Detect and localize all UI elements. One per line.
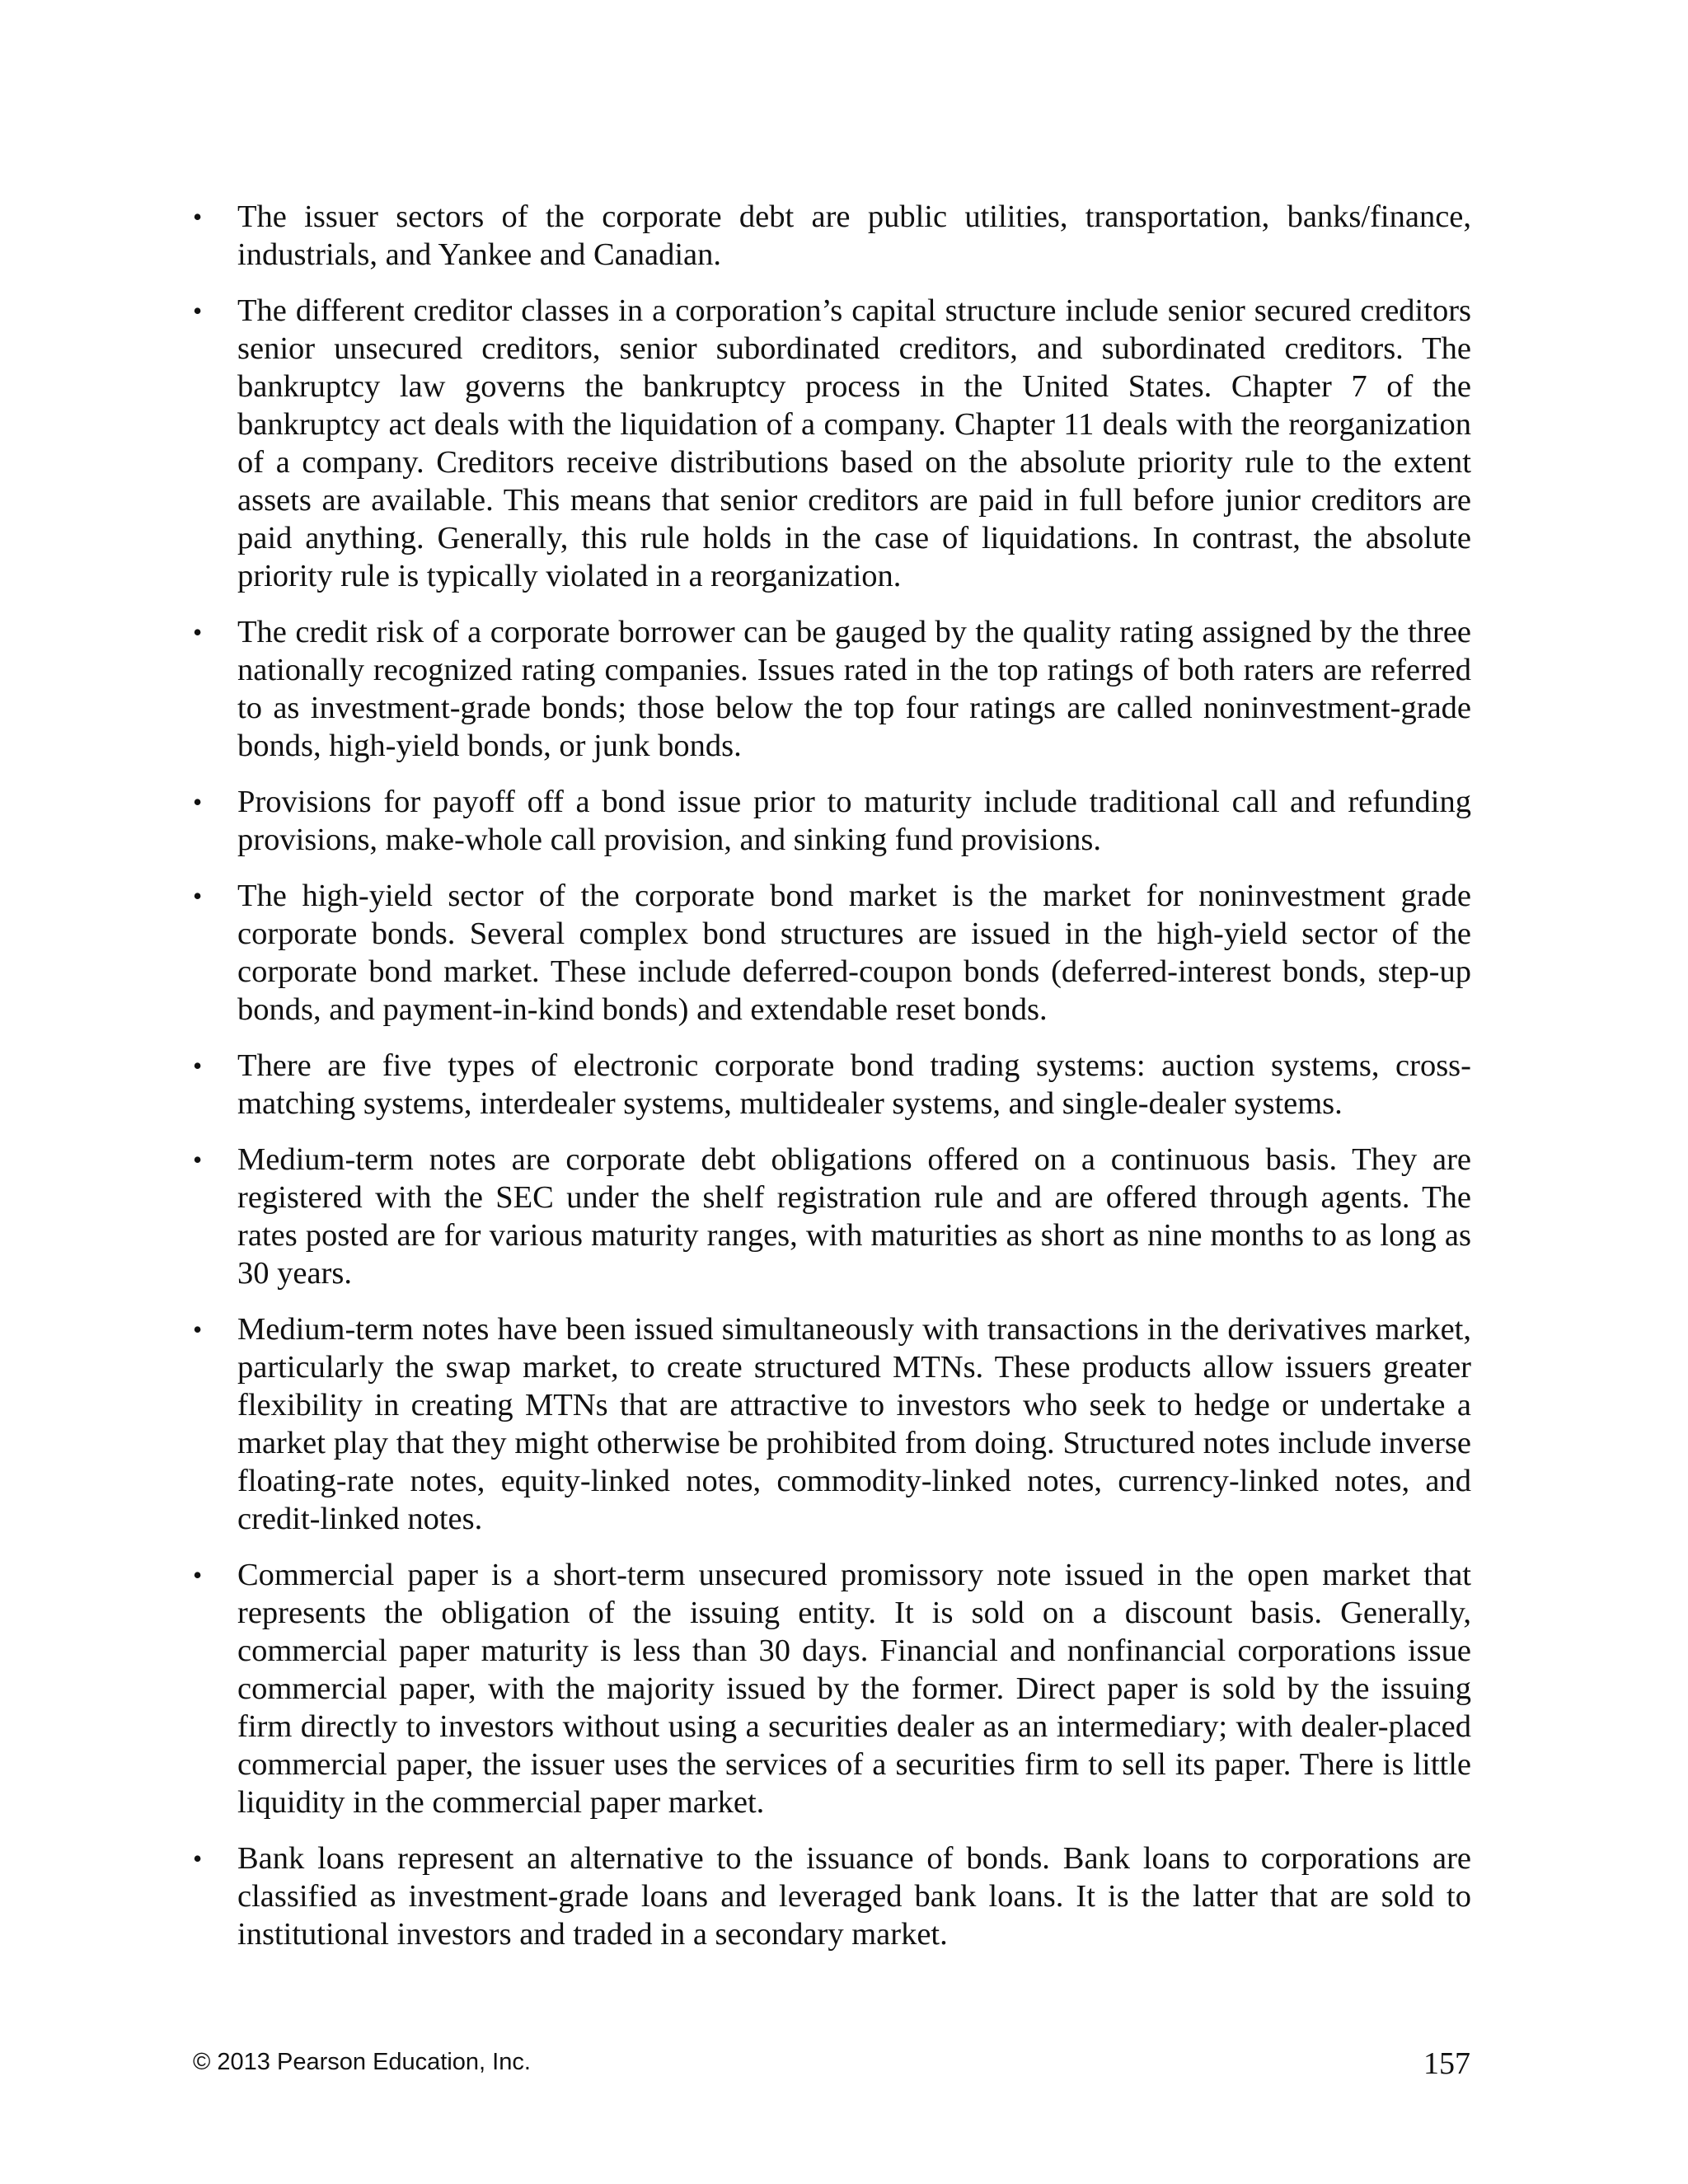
bullet-icon: • [193, 617, 203, 647]
bullet-item-structured-mtns [190, 1310, 1471, 1538]
page-content [190, 198, 1471, 1971]
bullet-text: There are five types of electronic corporate bond trading systems: auction systems, cross-matching systems, interdealer systems, multidealer systems, and single-dealer systems. [237, 1048, 1471, 1121]
bullet-icon: • [193, 202, 203, 232]
bullet-text: Provisions for payoff off a bond issue prior to maturity include traditional call and refunding provisions, make-whole call provision, and sinking fund provisions. [237, 785, 1471, 857]
bullet-item-creditor-classes [190, 292, 1471, 595]
bullet-item-bank-loans [190, 1840, 1471, 1953]
bullet-icon: • [193, 1560, 203, 1590]
bullet-icon: • [193, 296, 203, 326]
bullet-item-commercial-paper [190, 1556, 1471, 1821]
summary-bullet-list [190, 198, 1471, 1953]
bullet-icon: • [193, 881, 203, 911]
bullet-icon: • [193, 1844, 203, 1873]
bullet-item-issuer-sectors [190, 198, 1471, 274]
bullet-item-trading-systems [190, 1047, 1471, 1122]
bullet-text: Medium-term notes have been issued simultaneously with transactions in the derivatives market, particularly the swap market, to create structured MTNs. These products allow issuers greater flexibility in creating MTNs that are attractive to investors who seek to hedge or undertake a market play that they might otherwise be prohibited from doing. Structured notes include inverse floating-rate notes, equity-linked notes, commodity-linked notes, currency-linked notes, and credit-linked notes. [237, 1312, 1471, 1536]
bullet-icon: • [193, 1145, 203, 1174]
bullet-text: The high-yield sector of the corporate bond market is the market for noninvestment grade corporate bonds. Several complex bond structures are issued in the high-yield sector of the corporate bond market. These include deferred-coupon bonds (deferred-interest bonds, step-up bonds, and payment-in-kind bonds) and extendable reset bonds. [237, 879, 1471, 1027]
bullet-item-payoff-provisions [190, 783, 1471, 859]
bullet-icon: • [193, 787, 203, 817]
bullet-text: The issuer sectors of the corporate debt are public utilities, transportation, banks/finance, industrials, and Yankee and Canadian. [237, 199, 1471, 272]
bullet-item-high-yield [190, 877, 1471, 1029]
bullet-item-medium-term-notes [190, 1141, 1471, 1292]
bullet-text: Medium-term notes are corporate debt obligations offered on a continuous basis. They are registered with the SEC under the shelf registration rule and are offered through agents. The rates posted are for various maturity ranges, with maturities as short as nine months to as long as 30 years. [237, 1142, 1471, 1291]
page-number: 157 [1423, 2046, 1470, 2081]
bullet-icon: • [193, 1051, 203, 1080]
footer-copyright: © 2013 Pearson Education, Inc. [193, 2049, 531, 2075]
bullet-text: The credit risk of a corporate borrower can be gauged by the quality rating assigned by the three nationally recognized rating companies. Issues rated in the top ratings of both raters are referred to as investment-grade bonds; those below the top four ratings are called noninvestment-grade bonds, high-yield bonds, or junk bonds. [237, 615, 1471, 763]
bullet-icon: • [193, 1315, 203, 1344]
bullet-text: Bank loans represent an alternative to the issuance of bonds. Bank loans to corporations are classified as investment-grade loans and leveraged bank loans. It is the latter that are sold to institutional investors and traded in a secondary market. [237, 1841, 1471, 1952]
bullet-text: The different creditor classes in a corporation’s capital structure include senior secured creditors senior unsecured creditors, senior subordinated creditors, and subordinated creditors. The bankruptcy law governs the bankruptcy process in the United States. Chapter 7 of the bankruptcy act deals with the liquidation of a company. Chapter 11 deals with the reorganization of a company. Creditors receive distributions based on the absolute priority rule to the extent assets are available. This means that senior creditors are paid in full before junior creditors are paid anything. Generally, this rule holds in the case of liquidations. In contrast, the absolute priority rule is typically violated in a reorganization. [237, 293, 1471, 593]
bullet-item-credit-risk [190, 613, 1471, 765]
bullet-text: Commercial paper is a short-term unsecured promissory note issued in the open market that represents the obligation of the issuing entity. It is sold on a discount basis. Generally, commercial paper maturity is less than 30 days. Financial and nonfinancial corporations issue commercial paper, with the majority issued by the former. Direct paper is sold by the issuing firm directly to investors without using a securities dealer as an intermediary; with dealer-placed commercial paper, the issuer uses the services of a securities firm to sell its paper. There is little liquidity in the commercial paper market. [237, 1558, 1471, 1820]
